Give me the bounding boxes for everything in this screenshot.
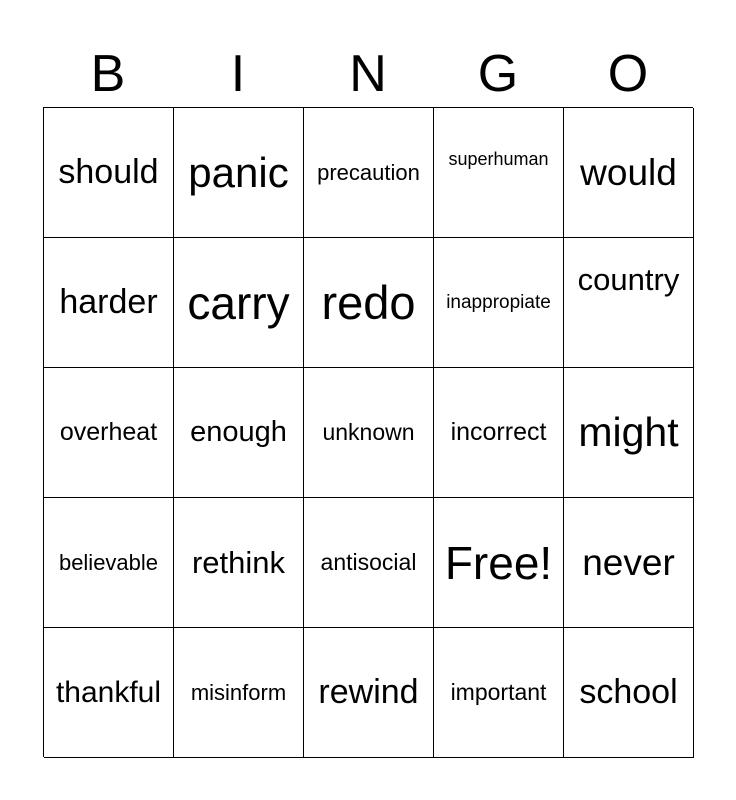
cell-word: redo	[321, 276, 416, 329]
cell-word: antisocial	[320, 549, 417, 575]
cell-word: carry	[187, 276, 290, 329]
cell-word: overheat	[59, 418, 158, 446]
cell-word: important	[450, 679, 547, 705]
bingo-cell-r4-c2[interactable]	[174, 498, 304, 628]
bingo-cell-r4-c1[interactable]	[44, 498, 174, 628]
bingo-cell-r3-c5[interactable]	[564, 368, 694, 498]
bingo-cell-r5-c1[interactable]	[44, 628, 174, 758]
bingo-cell-r1-c4[interactable]	[434, 108, 564, 238]
cell-word: might	[578, 409, 679, 455]
cell-word: never	[582, 541, 675, 583]
bingo-cell-r1-c3[interactable]	[304, 108, 434, 238]
cell-word: enough	[190, 416, 287, 448]
bingo-cell-r2-c1[interactable]	[44, 238, 174, 368]
bingo-header	[43, 40, 693, 108]
bingo-cell-r5-c4[interactable]	[434, 628, 564, 758]
bingo-cell-r3-c4[interactable]	[434, 368, 564, 498]
cell-word: country	[577, 262, 680, 297]
cell-word: panic	[188, 148, 289, 196]
cell-word: harder	[59, 283, 158, 321]
bingo-cell-r5-c2[interactable]	[174, 628, 304, 758]
cell-word: should	[58, 153, 159, 191]
bingo-cell-r2-c5[interactable]	[564, 238, 694, 368]
cell-word: inappropiate	[446, 291, 551, 313]
cell-word: thankful	[55, 675, 162, 709]
header-letter-n: N	[349, 45, 387, 103]
cell-word: unknown	[322, 419, 415, 445]
bingo-cell-r2-c3[interactable]	[304, 238, 434, 368]
free-space-cell[interactable]	[434, 498, 564, 628]
cell-word: would	[580, 151, 677, 193]
bingo-cell-r2-c4[interactable]	[434, 238, 564, 368]
free-space-label: Free!	[444, 536, 553, 589]
bingo-cell-r3-c3[interactable]	[304, 368, 434, 498]
header-letter-g: G	[477, 45, 519, 103]
cell-word: believable	[58, 549, 159, 575]
bingo-cell-r2-c2[interactable]	[174, 238, 304, 368]
bingo-cell-r3-c2[interactable]	[174, 368, 304, 498]
cell-word: incorrect	[450, 418, 547, 446]
bingo-cell-r3-c1[interactable]	[44, 368, 174, 498]
bingo-cell-r1-c2[interactable]	[174, 108, 304, 238]
header-letter-o: O	[607, 45, 649, 103]
bingo-cell-r1-c5[interactable]	[564, 108, 694, 238]
bingo-cell-r4-c5[interactable]	[564, 498, 694, 628]
bingo-board	[43, 107, 693, 757]
bingo-cell-r5-c3[interactable]	[304, 628, 434, 758]
cell-word: superhuman	[448, 149, 549, 169]
cell-word: school	[579, 673, 678, 711]
header-letter-b: B	[90, 45, 126, 103]
cell-word: rethink	[191, 544, 286, 580]
cell-word: precaution	[317, 159, 420, 185]
bingo-cell-r5-c5[interactable]	[564, 628, 694, 758]
cell-word: misinform	[190, 679, 287, 705]
header-letter-i: I	[230, 45, 246, 103]
bingo-cell-r1-c1[interactable]	[44, 108, 174, 238]
bingo-cell-r4-c3[interactable]	[304, 498, 434, 628]
cell-word: rewind	[318, 673, 419, 711]
